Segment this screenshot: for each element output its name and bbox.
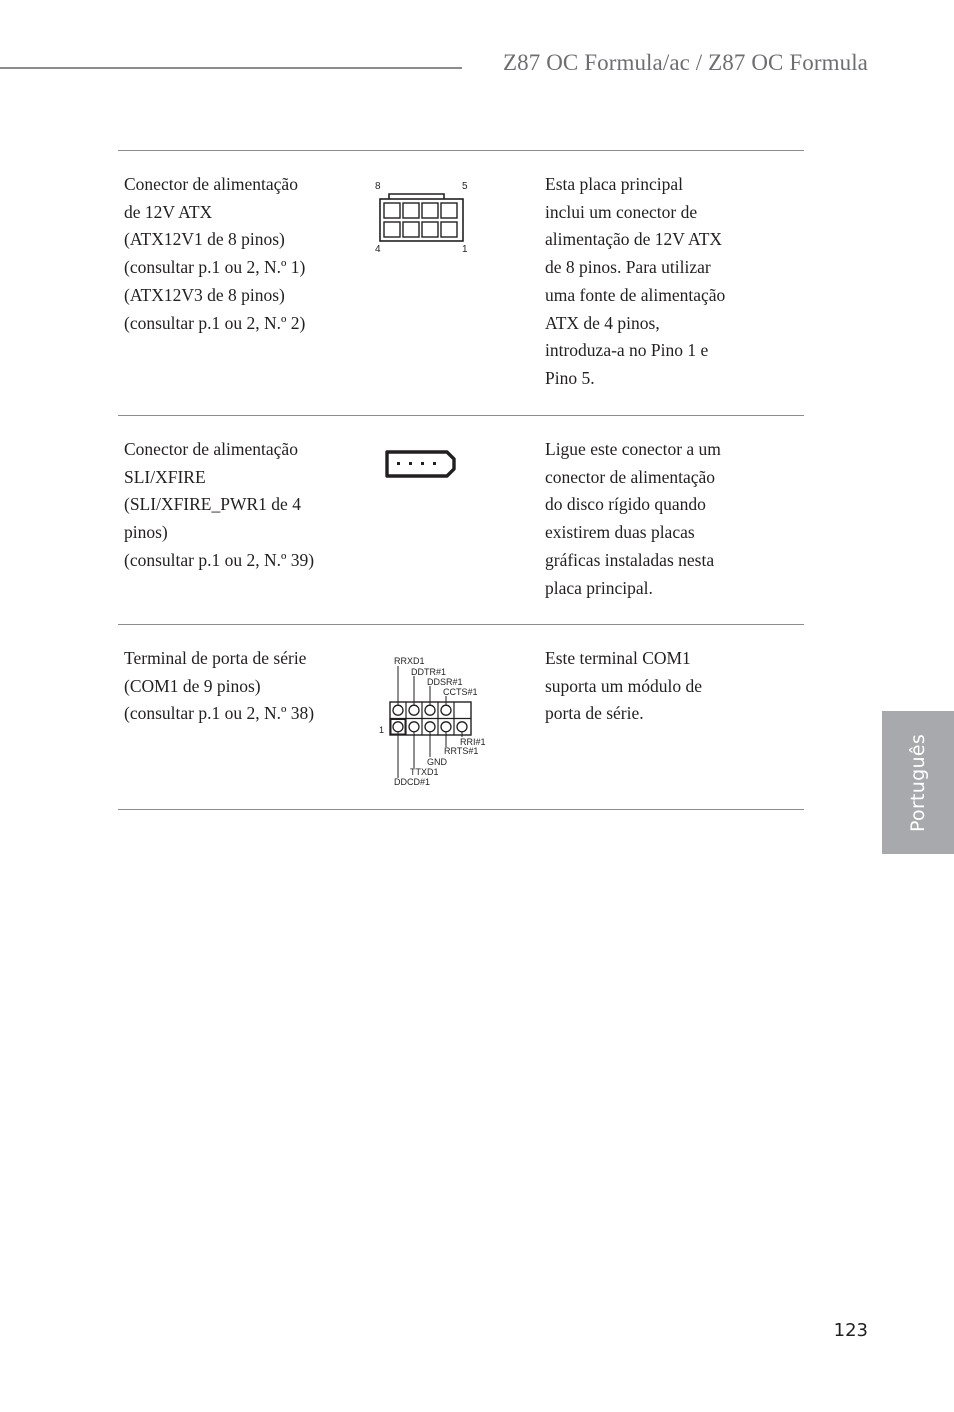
text-line: Conector de alimentação xyxy=(124,439,298,459)
table-divider xyxy=(118,809,804,810)
connector-name-cell xyxy=(124,645,354,728)
text-line: gráficas instaladas nesta xyxy=(545,549,715,570)
text-line: Pino 5. xyxy=(545,367,595,388)
page-number: 123 xyxy=(833,1320,868,1341)
text-line: suporta um módulo de xyxy=(545,675,702,696)
pin-label-ddsr1: DDSR#1 xyxy=(427,677,463,687)
language-tab xyxy=(882,711,954,854)
pin-label-rrts1: RRTS#1 xyxy=(444,746,479,756)
text-line: uma fonte de alimentação xyxy=(545,284,726,305)
text-line: Terminal de porta de série xyxy=(124,648,307,668)
text-line: ATX de 4 pinos, xyxy=(545,312,660,333)
atx-12v-connector-diagram xyxy=(370,178,475,258)
text-line: (consultar p.1 ou 2, N.º 1) xyxy=(124,257,306,278)
table-divider xyxy=(118,150,804,151)
text-line: SLI/XFIRE xyxy=(124,466,206,487)
connector-name-cell xyxy=(124,171,354,337)
pin-label-1: 1 xyxy=(462,244,468,255)
pin-label-gnd: GND xyxy=(427,757,447,767)
text-line: conector de alimentação xyxy=(545,466,716,487)
text-line: (ATX12V1 de 8 pinos) xyxy=(124,229,285,250)
sli-xfire-connector-diagram xyxy=(383,449,457,479)
pin-label-1: 1 xyxy=(379,725,385,735)
text-line: (COM1 de 9 pinos) xyxy=(124,675,261,696)
text-line: (SLI/XFIRE_PWR1 de 4 xyxy=(124,494,301,515)
text-line: existirem duas placas xyxy=(545,522,695,543)
pin-label-8: 8 xyxy=(375,181,381,192)
connector-description-cell xyxy=(545,436,775,602)
text-line: (ATX12V3 de 8 pinos) xyxy=(124,284,285,305)
text-line: (consultar p.1 ou 2, N.º 38) xyxy=(124,703,315,724)
pin-label-rri1: RRI#1 xyxy=(460,737,486,747)
text-line: alimentação de 12V ATX xyxy=(545,229,723,250)
text-line: Ligue este conector a um xyxy=(545,439,721,459)
header-rule xyxy=(0,67,462,69)
text-line: introduza-a no Pino 1 e xyxy=(545,340,709,361)
text-line: (consultar p.1 ou 2, N.º 39) xyxy=(124,549,315,570)
text-line: do disco rígido quando xyxy=(545,494,706,515)
table-divider xyxy=(118,415,804,416)
text-line: de 8 pinos. Para utilizar xyxy=(545,257,711,278)
text-line: de 12V ATX xyxy=(124,201,213,222)
com1-header-diagram xyxy=(372,652,497,792)
pin-label-ddcd1: DDCD#1 xyxy=(394,777,431,787)
page-title: Z87 OC Formula/ac / Z87 OC Formula xyxy=(503,50,868,75)
connector-name-cell xyxy=(124,436,354,575)
text-line: Esta placa principal xyxy=(545,174,683,194)
table-divider xyxy=(118,624,804,625)
connector-description-cell xyxy=(545,171,775,393)
text-line: (consultar p.1 ou 2, N.º 2) xyxy=(124,312,306,333)
text-line: Este terminal COM1 xyxy=(545,648,691,668)
pin-label-ddtr1: DDTR#1 xyxy=(411,667,447,677)
pin-label-ttxd1: TTXD1 xyxy=(410,767,439,777)
text-line: inclui um conector de xyxy=(545,201,698,222)
connector-description-cell xyxy=(545,645,775,728)
text-line: Conector de alimentação xyxy=(124,174,298,194)
pin-label-rrxd1: RRXD1 xyxy=(394,656,425,666)
pin-label-4: 4 xyxy=(375,244,381,255)
pin-label-ccts1: CCTS#1 xyxy=(443,687,478,697)
text-line: pinos) xyxy=(124,522,168,543)
pin-label-5: 5 xyxy=(462,181,468,192)
text-line: placa principal. xyxy=(545,577,653,598)
text-line: porta de série. xyxy=(545,703,644,724)
language-tab-label: Português xyxy=(907,733,929,832)
